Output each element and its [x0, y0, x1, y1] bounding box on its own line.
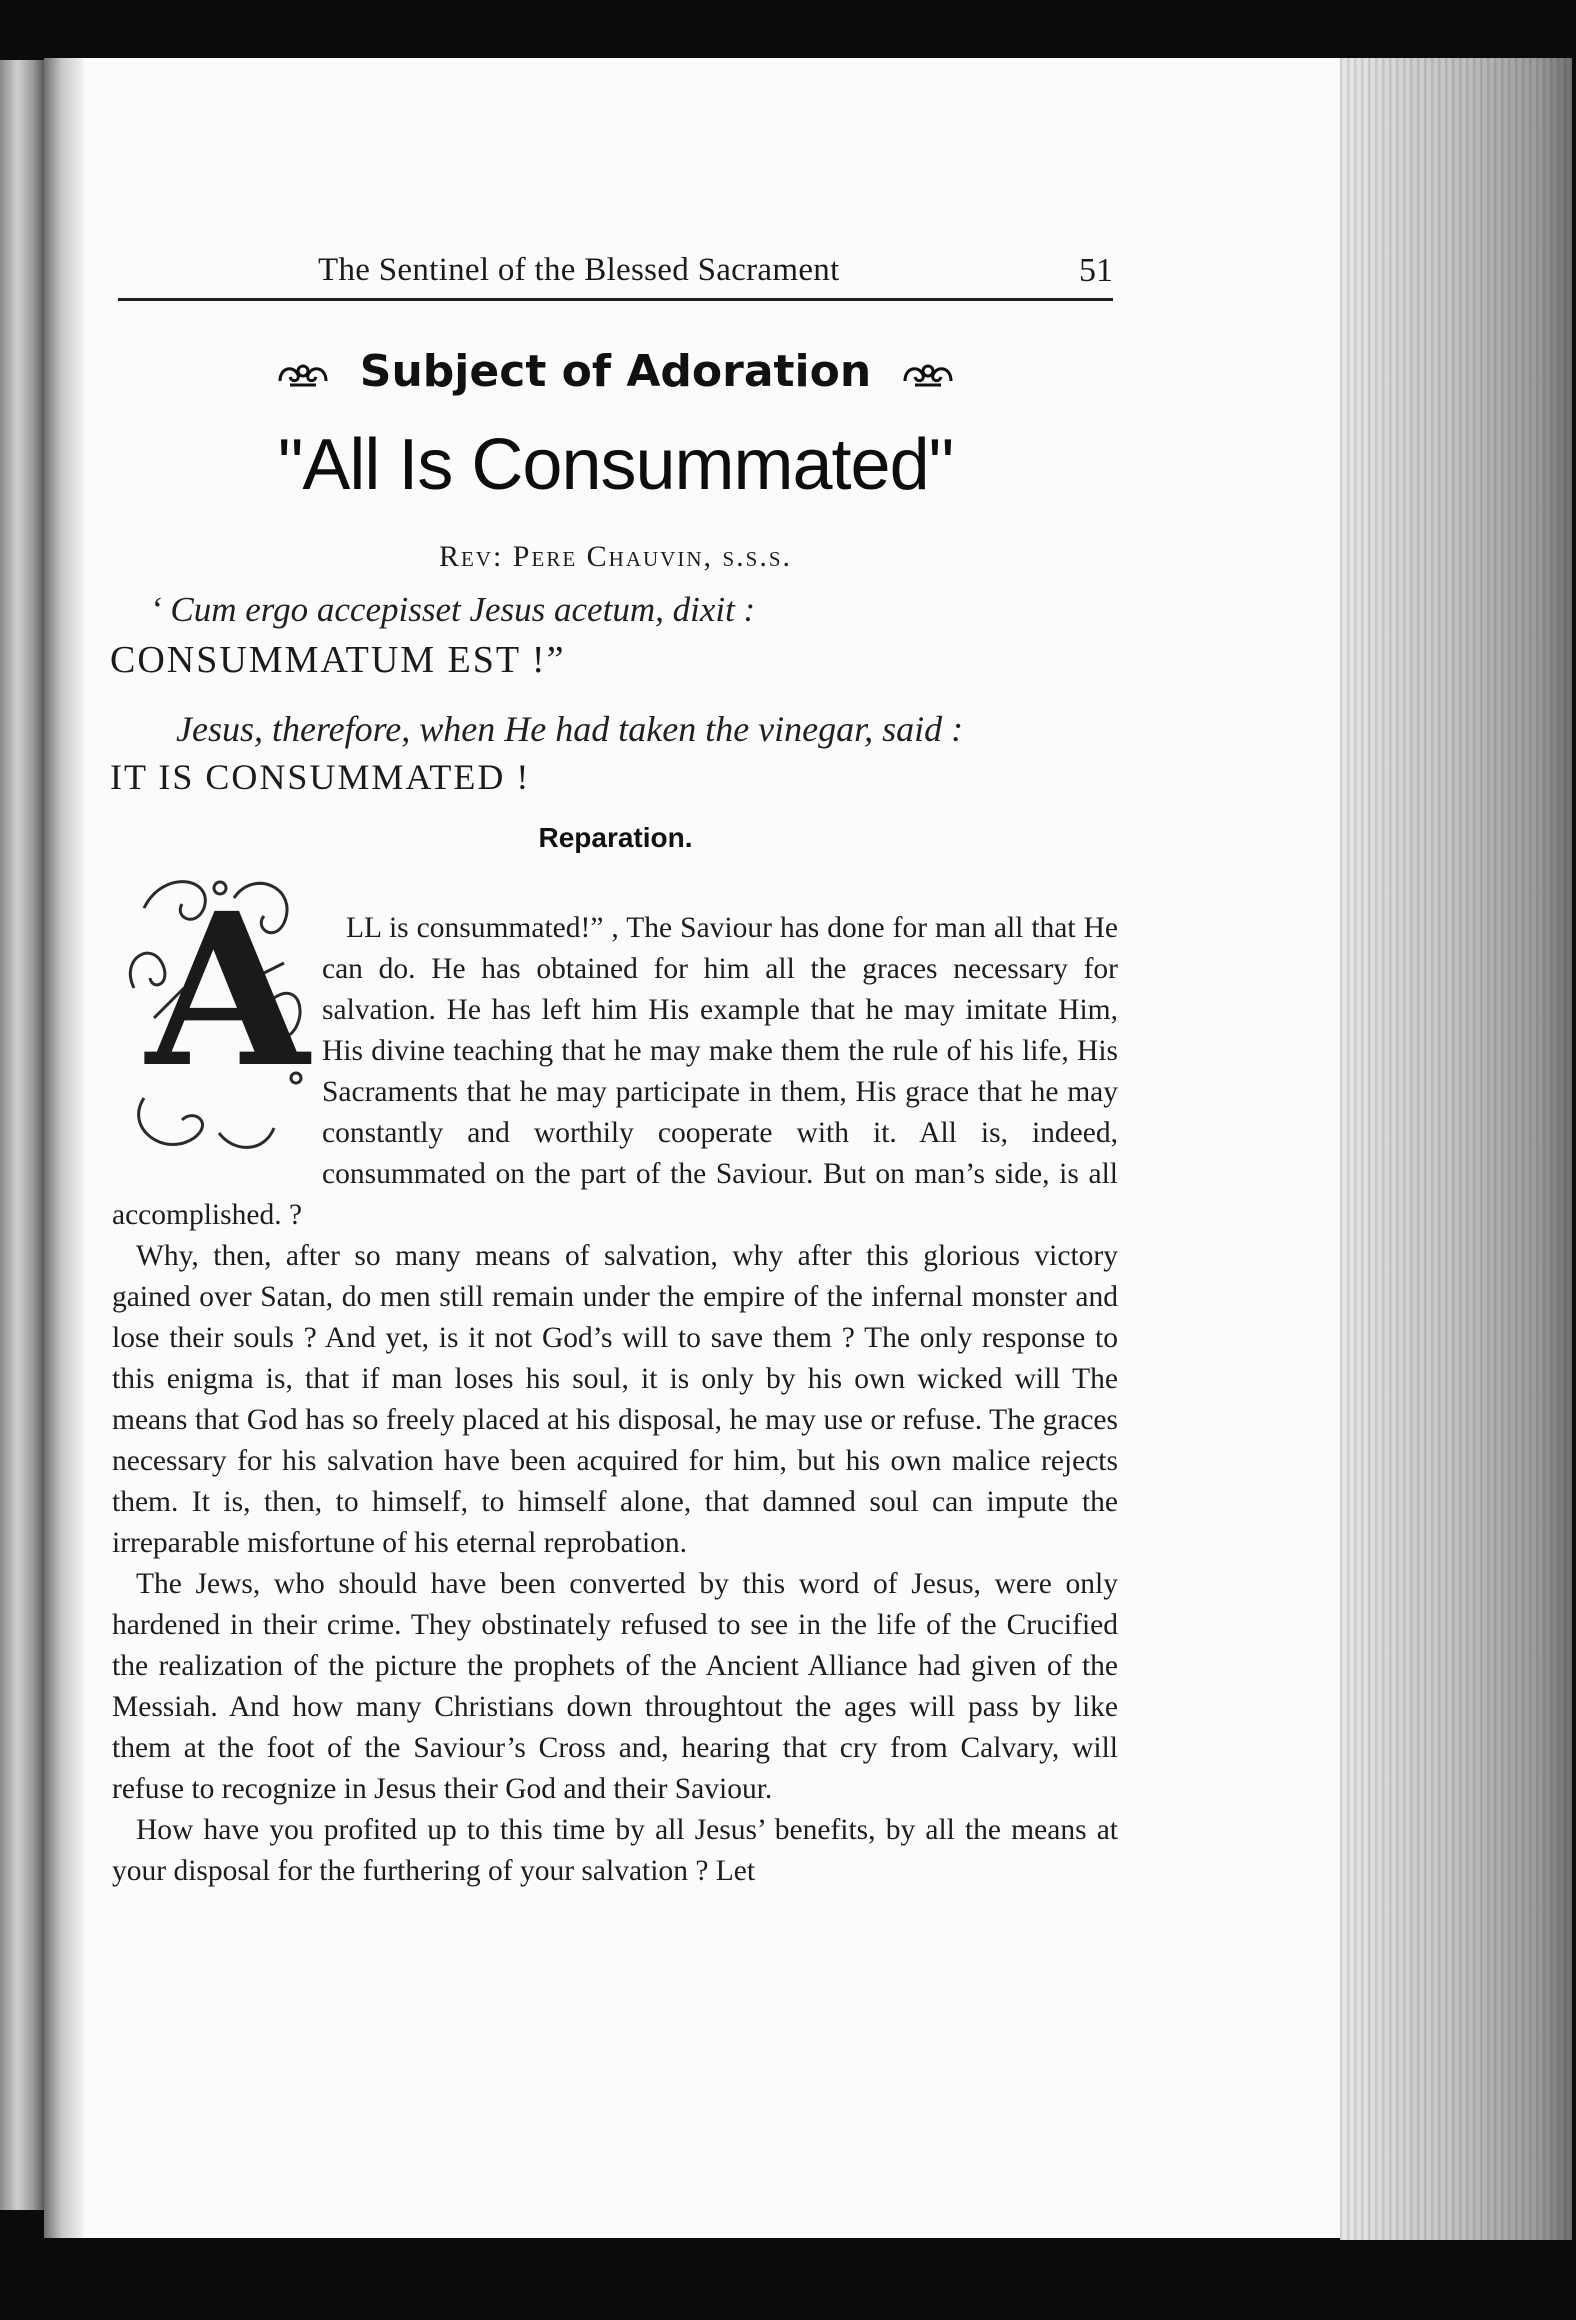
article-title: "All Is Consummated" — [277, 425, 954, 505]
page-gutter-shadow — [44, 58, 84, 2238]
article-body — [112, 908, 1118, 1892]
article-kicker-text: Subject of Adoration — [359, 346, 872, 397]
page-fore-edge — [1340, 58, 1572, 2240]
floral-ornament-icon — [901, 359, 955, 389]
epigraph-english-line1: Jesus, therefore, when He had taken the vinegar, said : — [176, 709, 964, 749]
book-left-edge — [0, 60, 44, 2210]
floral-ornament-icon — [276, 359, 330, 389]
drop-cap-letter: A — [146, 867, 309, 1114]
body-paragraph: How have you profited up to this time by all Jesus’ benefits, by all the means at your disposal for the furthering of your salvation ? Let — [112, 1814, 1118, 1887]
epigraph-latin-line2: CONSUMMATUM EST !” — [110, 639, 566, 681]
running-head-rule — [118, 298, 1113, 301]
article-kicker — [118, 346, 1113, 397]
drop-cap-spacer — [112, 908, 322, 1158]
running-head-title: The Sentinel of the Blessed Sacrament — [318, 252, 840, 288]
epigraph-english-line2: IT IS CONSUMMATED ! — [110, 757, 531, 797]
body-paragraph: Why, then, after so many means of salvation, why after this glorious victory gained over Satan, do men still remain under the empire of the infernal monster and lose their souls ? And yet, is it not God’s will to save them ? The only response to this enigma is, that if man loses his soul, it is only by his own wicked will The means that God has so freely placed at his disposal, he may use or refuse. The graces necessary for his salvation have been acquired for him, but his own malice rejects them. It is, then, to himself, to himself alone, that damned soul can impute the irreparable misfortune of his eternal reprobation. — [112, 1240, 1118, 1559]
running-head — [118, 248, 1113, 308]
body-paragraph: The Jews, who should have been converted by this word of Jesus, were only hardened in their crime. They obstinately refused to see in the life of the Crucified the realization of the picture the prophets of the Ancient Alliance had given of the Messiah. And how many Christians down throughtout the ages will pass by like them at the foot of the Saviour’s Cross and, hearing that cry from Calvary, will refuse to recognize in Jesus their God and their Saviour. — [112, 1568, 1118, 1805]
section-heading: Reparation. — [538, 822, 693, 853]
article-author: Rev: Pere Chauvin, s.s.s. — [438, 540, 793, 573]
body-paragraph: LL is consummated!” , The Saviour has done for man all that He can do. He has obtained for him all the graces necessary for salvation. He has left him His example that he may imitate Him, His divine teaching that he may make them the rule of his life, His Sacraments that he may participate in them, His grace that he may constantly and worthily cooperate with it. All is, indeed, consummated on the part of the Saviour. But on man’s side, is all accomplished. ? — [112, 912, 1118, 1231]
epigraph-latin-line1: ‘ Cum ergo accepisset Jesus acetum, dixit : — [150, 590, 756, 629]
page-number: 51 — [1079, 252, 1113, 289]
